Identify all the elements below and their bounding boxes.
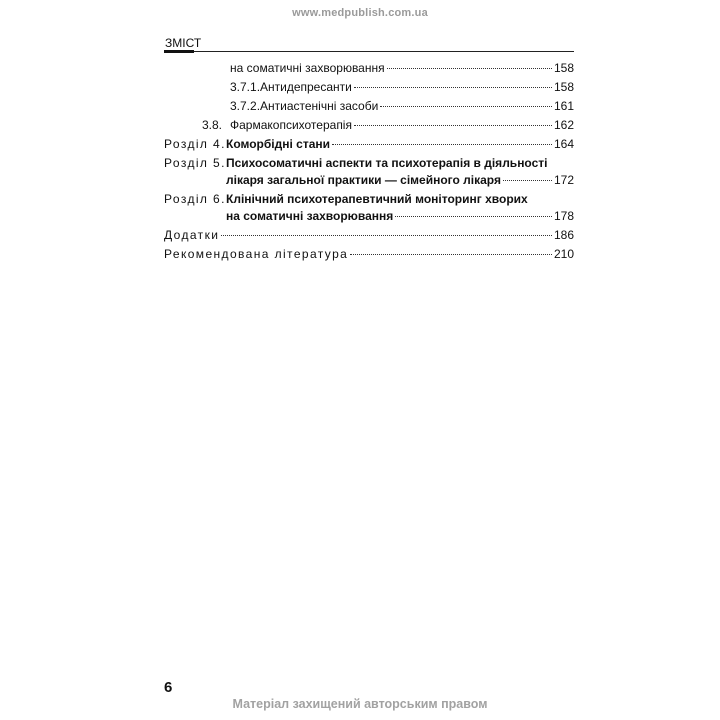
dot-leader [387, 68, 552, 69]
header-rule [164, 51, 574, 52]
toc-entry-page: 158 [553, 80, 574, 94]
toc-entry-title: Фармакопсихотерапія [230, 118, 352, 132]
toc-entry-3-7-2 [164, 98, 574, 115]
toc-entry-page: 161 [553, 99, 574, 113]
toc-entry-continuation [164, 60, 574, 77]
dot-leader [380, 106, 552, 107]
toc-entry-page: 164 [553, 137, 574, 151]
toc-entry-title-line-1: Психосоматичні аспекти та психотерапія в діяльності [226, 156, 548, 170]
table-of-contents [164, 60, 574, 265]
toc-entry-page: 210 [553, 247, 574, 261]
toc-entry-title-line-2: лікаря загальної практики — сімейного лікаря [226, 173, 501, 187]
watermark-url: www.medpublish.com.ua [292, 7, 428, 19]
toc-entry-title: Додатки [164, 228, 220, 242]
toc-entry-title: Антидепресанти [260, 80, 352, 94]
toc-entry-title: Коморбідні стани [226, 137, 331, 151]
toc-entry-title: Антиастенічні засоби [260, 99, 379, 113]
dot-leader [395, 216, 552, 217]
dot-leader [221, 235, 552, 236]
toc-entry-references [164, 246, 574, 263]
chapter-label: Розділ 5. [164, 156, 226, 170]
chapter-label: Розділ 4. [164, 137, 226, 151]
chapter-label: Розділ 6. [164, 192, 226, 206]
toc-entry-page: 158 [553, 61, 574, 75]
dot-leader [354, 125, 552, 126]
toc-entry-title: Рекомендована література [164, 247, 349, 261]
dot-leader [503, 180, 552, 181]
dot-leader [350, 254, 552, 255]
toc-entry-chapter-6 [164, 191, 574, 225]
toc-entry-3-7-1 [164, 79, 574, 96]
toc-entry-title-line-2: на соматичні захворювання [226, 209, 394, 223]
header-rule-accent [164, 50, 194, 53]
toc-entry-title: на соматичні захворювання [230, 61, 385, 75]
toc-entry-page: 178 [553, 209, 574, 223]
toc-entry-page: 162 [553, 118, 574, 132]
toc-entry-chapter-4 [164, 136, 574, 153]
toc-entry-title-line-1: Клінічний психотерапевтичний моніторинг хворих [226, 192, 528, 206]
watermark-copyright: Матеріал захищений авторським правом [232, 697, 488, 711]
running-head: ЗМІСТ [165, 36, 202, 50]
page-number: 6 [164, 679, 173, 696]
toc-entry-page: 186 [553, 228, 574, 242]
section-number: 3.7.2. [230, 99, 261, 113]
dot-leader [332, 144, 552, 145]
dot-leader [354, 87, 552, 88]
toc-entry-chapter-5 [164, 155, 574, 189]
section-number: 3.8. [202, 118, 223, 132]
toc-entry-page: 172 [553, 173, 574, 187]
toc-entry-appendix [164, 227, 574, 244]
section-number: 3.7.1. [230, 80, 261, 94]
toc-entry-3-8 [164, 117, 574, 134]
